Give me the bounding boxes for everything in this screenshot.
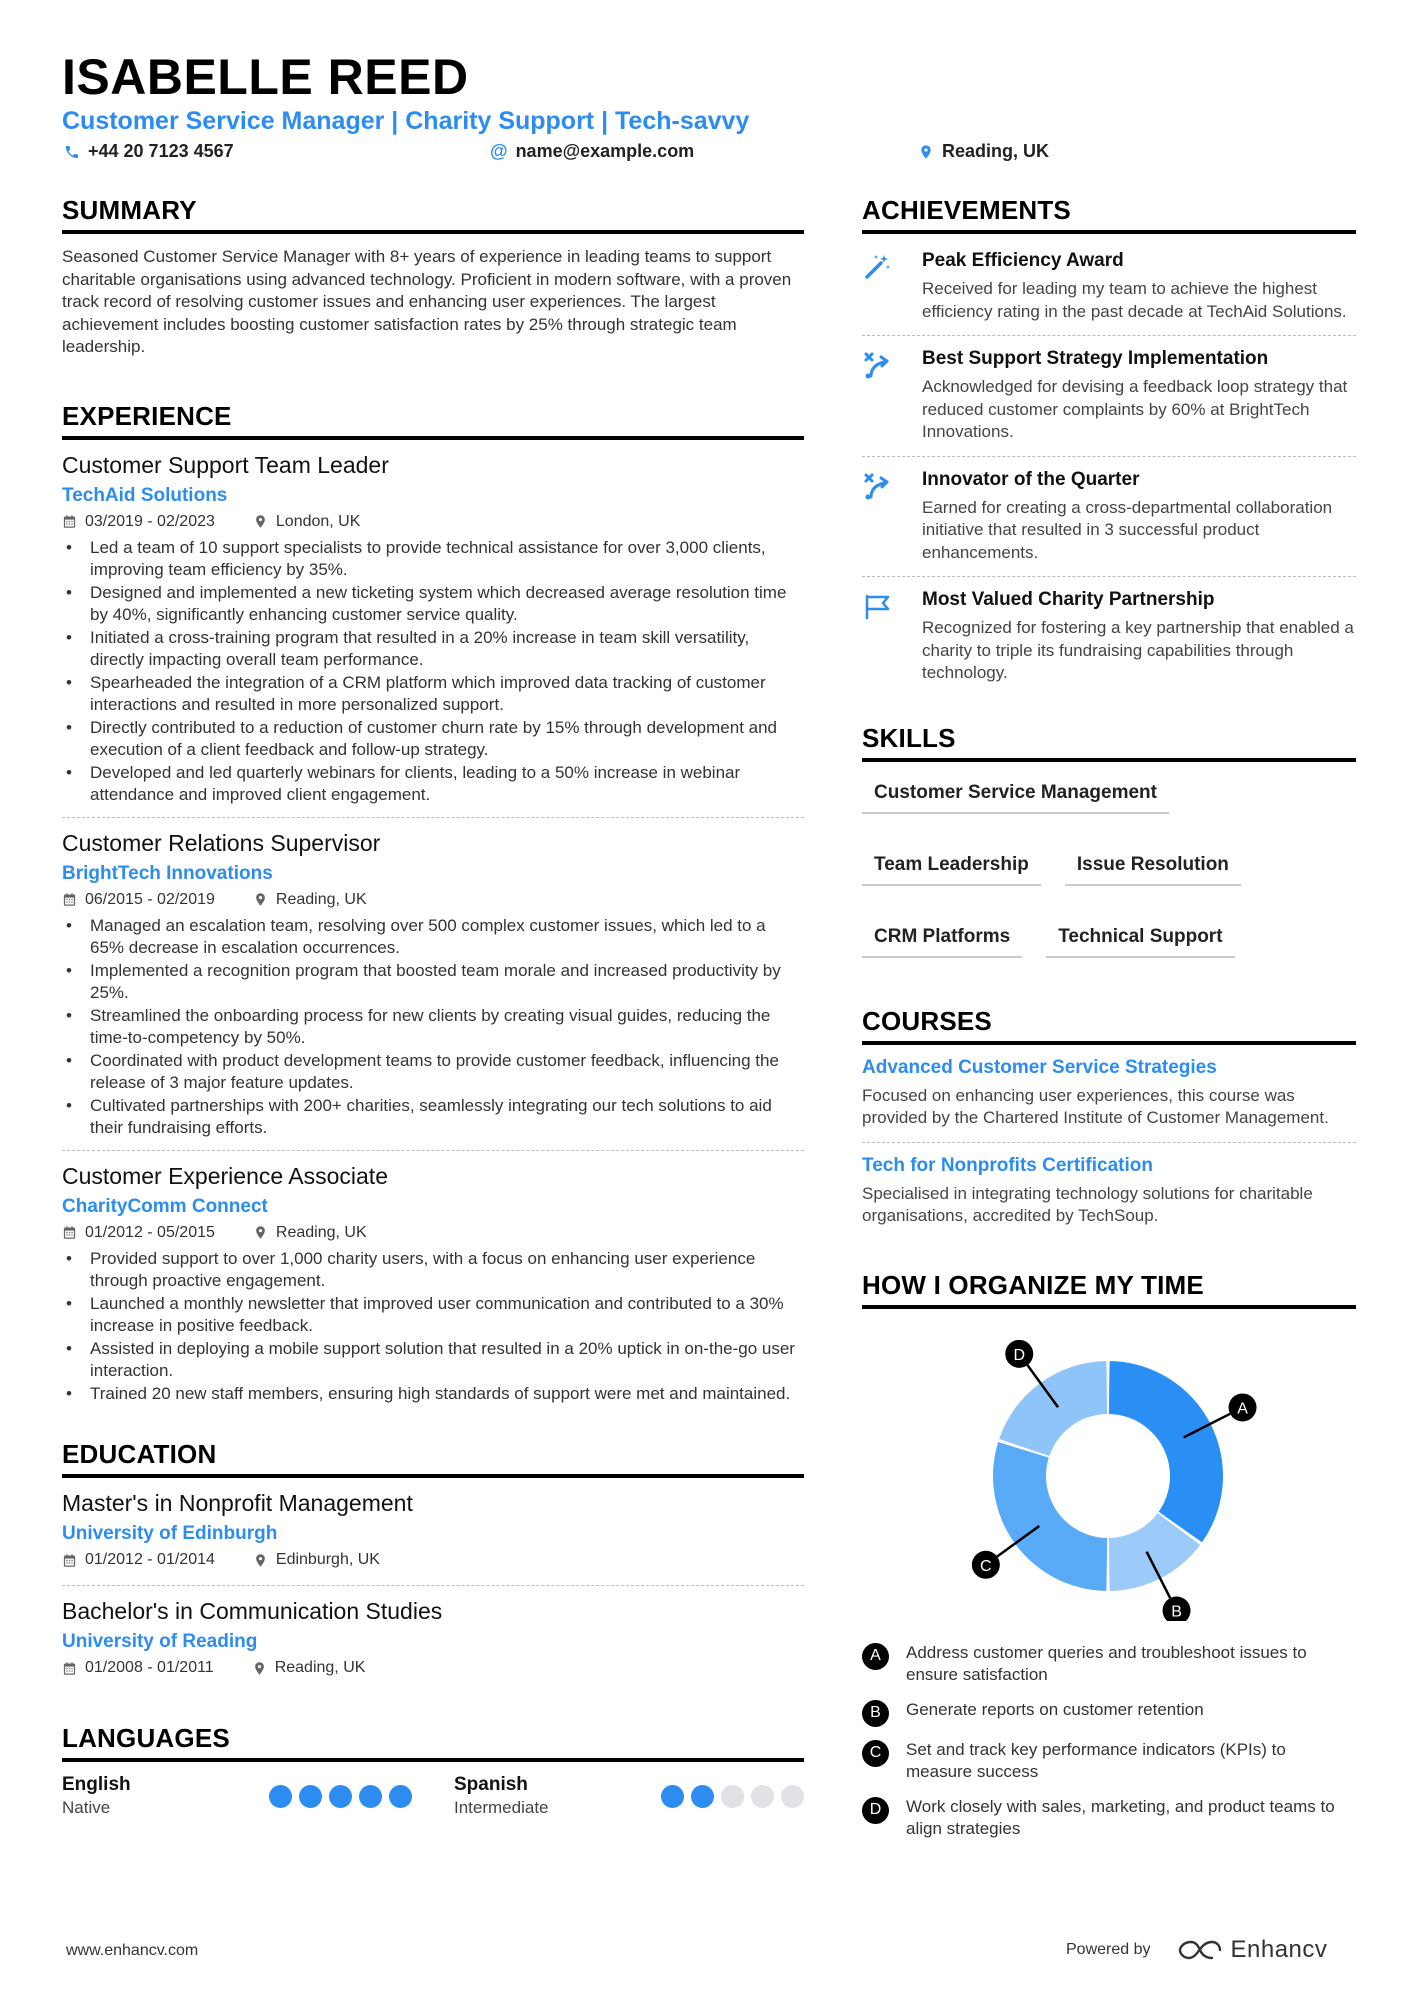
legend-text: Address customer queries and troubleshoot issues to ensure satisfaction xyxy=(906,1642,1307,1684)
achievement-item xyxy=(862,238,1356,336)
entry-dates: 03/2019 - 02/2023 xyxy=(85,512,215,530)
job-role: Customer Experience Associate xyxy=(62,1162,388,1189)
job-role: Customer Support Team Leader xyxy=(62,451,389,478)
job-bullet: • Implemented a recognition program that boosted team morale and increased productivity by 25%. xyxy=(62,960,804,1005)
achievement-title: Most Valued Charity Partnership xyxy=(922,589,1215,610)
achievement-body xyxy=(922,250,1356,323)
rating-dot xyxy=(781,1785,804,1808)
language-item xyxy=(62,1774,412,1818)
degree: Bachelor's in Communication Studies xyxy=(62,1598,443,1624)
experience-entry xyxy=(62,1163,804,1416)
summary-heading: SUMMARY xyxy=(62,195,804,234)
donut-label-text: C xyxy=(980,1557,992,1575)
footer-branding xyxy=(1066,1936,1327,1964)
entry-location: Edinburgh, UK xyxy=(275,1551,380,1568)
legend-badge: C xyxy=(862,1740,889,1767)
legend-text: Work closely with sales, marketing, and product teams to align strategies xyxy=(906,1796,1335,1838)
location-pin-icon xyxy=(253,1225,268,1240)
achievement-item xyxy=(862,577,1356,697)
donut-label-text: D xyxy=(1013,1346,1026,1364)
location-pin-icon xyxy=(918,144,934,160)
job-company[interactable]: CharityComm Connect xyxy=(62,1195,268,1217)
language-rating xyxy=(269,1785,412,1808)
job-bullet: • Initiated a cross-training program that resulted in a 20% increase in team skill versatility, directly impacting overall team performance. xyxy=(62,627,804,672)
calendar-icon xyxy=(62,1661,77,1676)
course-title[interactable]: Tech for Nonprofits Certification xyxy=(862,1154,1153,1176)
legend-badge: B xyxy=(862,1700,889,1727)
course-item xyxy=(862,1155,1356,1240)
achievement-desc: Recognized for fostering a key partnership that enabled a charity to triple its fundraising capabilities through technology. xyxy=(922,618,1354,682)
donut-label-text: A xyxy=(1237,1399,1248,1417)
achievement-body xyxy=(922,589,1356,685)
job-company[interactable]: BrightTech Innovations xyxy=(62,862,273,884)
entry-location: London, UK xyxy=(275,512,361,530)
calendar-icon xyxy=(62,892,77,907)
experience-entry xyxy=(62,830,804,1151)
rating-dot xyxy=(359,1785,382,1808)
time-donut-chart xyxy=(862,1321,1356,1621)
education-entry xyxy=(62,1490,804,1586)
job-bullet: • Cultivated partnerships with 200+ charities, seamlessly integrating our tech solutions to aid their fundraising efforts. xyxy=(62,1095,804,1140)
language-rating xyxy=(661,1785,804,1808)
entry-dates: 01/2012 - 01/2014 xyxy=(85,1551,215,1568)
flag-icon xyxy=(862,589,922,685)
enhancv-logo[interactable] xyxy=(1177,1936,1328,1964)
candidate-name: ISABELLE REED xyxy=(62,49,469,105)
summary-text: Seasoned Customer Service Manager with 8+ years of experience in leading teams to support charitable organisations using advanced technology. Proficient in modern software, with a proven track record of resolving customer issues and enhancing user experiences. The largest achievement includes boosting customer satisfaction rates by 25% through strategic team leadership. xyxy=(62,247,792,356)
donut-slice-a xyxy=(1109,1361,1223,1542)
phone-icon xyxy=(64,144,80,160)
legend-item xyxy=(862,1699,1356,1727)
languages-heading: LANGUAGES xyxy=(62,1723,804,1762)
school[interactable]: University of Reading xyxy=(62,1631,258,1652)
rating-dot xyxy=(721,1785,744,1808)
donut-slice-c xyxy=(993,1441,1107,1590)
rating-dot xyxy=(329,1785,352,1808)
achievement-desc: Earned for creating a cross-departmental collaboration initiative that resulted in 3 successful product enhancements. xyxy=(922,497,1333,562)
skills-list xyxy=(862,782,1356,958)
achievement-desc: Received for leading my team to achieve the highest efficiency rating in the past decade at TechAid Solutions. xyxy=(922,279,1347,321)
entry-meta xyxy=(62,1659,804,1677)
course-desc: Focused on enhancing user experiences, this course was provided by the Chartered Institute of Customer Management. xyxy=(862,1085,1329,1127)
calendar-icon xyxy=(62,1553,77,1568)
legend-text: Generate reports on customer retention xyxy=(906,1699,1204,1719)
enhancv-logo-icon xyxy=(1177,1938,1223,1962)
entry-location: Reading, UK xyxy=(274,1659,366,1676)
powered-by-text: Powered by xyxy=(1066,1941,1151,1958)
job-role: Customer Relations Supervisor xyxy=(62,829,381,856)
left-column xyxy=(62,195,804,1818)
language-item xyxy=(454,1774,804,1818)
location-pin-icon xyxy=(253,1553,268,1568)
rating-dot xyxy=(269,1785,292,1808)
education-heading: EDUCATION xyxy=(62,1439,804,1478)
entry-dates: 01/2012 - 05/2015 xyxy=(85,1223,215,1241)
skill-tag: Customer Service Management xyxy=(862,782,1169,814)
job-bullet: • Directly contributed to a reduction of customer churn rate by 15% through development and execution of a client feedback and follow-up strategy. xyxy=(62,717,804,762)
entry-dates: 01/2008 - 01/2011 xyxy=(85,1659,214,1676)
achievement-item xyxy=(862,336,1356,457)
language-info xyxy=(454,1774,549,1818)
legend-item xyxy=(862,1796,1356,1841)
experience-list xyxy=(62,452,804,1416)
rating-dot xyxy=(751,1785,774,1808)
achievement-desc: Acknowledged for devising a feedback loop strategy that reduced customer complaints by 60% at BrightTech Innovations. xyxy=(922,377,1348,441)
school[interactable]: University of Edinburgh xyxy=(62,1523,278,1544)
achievement-body xyxy=(922,469,1356,565)
job-bullet: • Provided support to over 1,000 charity users, with a focus on enhancing user experience through proactive engagement. xyxy=(62,1248,804,1293)
skill-tag: Issue Resolution xyxy=(1065,854,1241,886)
location-pin-icon xyxy=(252,1661,267,1676)
experience-heading: EXPERIENCE xyxy=(62,401,804,440)
achievement-title: Peak Efficiency Award xyxy=(922,250,1124,271)
entry-meta xyxy=(62,1551,804,1569)
entry-location: Reading, UK xyxy=(275,1223,367,1241)
strategy-icon xyxy=(862,469,922,565)
rating-dot xyxy=(389,1785,412,1808)
brand-name: Enhancv xyxy=(1230,1936,1328,1963)
language-level: Native xyxy=(62,1798,111,1817)
achievements-heading: ACHIEVEMENTS xyxy=(862,195,1356,234)
job-bullets xyxy=(62,537,804,807)
right-column xyxy=(862,195,1356,1853)
legend-text: Set and track key performance indicators (KPIs) to measure success xyxy=(906,1739,1286,1781)
footer-website[interactable]: www.enhancv.com xyxy=(66,1942,199,1959)
location-text: Reading, UK xyxy=(942,141,1050,161)
course-title[interactable]: Advanced Customer Service Strategies xyxy=(862,1056,1217,1078)
job-bullet: • Designed and implemented a new ticketing system which decreased average resolution time by 40%, significantly enhancing customer service quality. xyxy=(62,582,804,627)
job-bullet: • Spearheaded the integration of a CRM platform which improved data tracking of customer interactions and resulted in more personalized support. xyxy=(62,672,804,717)
achievement-title: Innovator of the Quarter xyxy=(922,468,1140,490)
courses-list xyxy=(862,1057,1356,1240)
achievement-body xyxy=(922,348,1356,444)
achievements-list xyxy=(862,238,1356,697)
entry-dates: 06/2015 - 02/2019 xyxy=(85,890,215,908)
entry-meta xyxy=(62,891,804,909)
education-list xyxy=(62,1490,804,1693)
job-bullet: • Streamlined the onboarding process for new clients by creating visual guides, reducing the time-to-competency by 50%. xyxy=(62,1005,804,1050)
skills-heading: SKILLS xyxy=(862,723,1356,762)
experience-entry xyxy=(62,452,804,818)
legend-badge: D xyxy=(862,1797,889,1824)
contact-email xyxy=(490,141,694,162)
skill-tag: Technical Support xyxy=(1046,926,1234,958)
languages-list xyxy=(62,1774,804,1818)
language-info xyxy=(62,1774,131,1818)
job-bullet: • Coordinated with product development teams to provide customer feedback, influencing the release of 3 major feature updates. xyxy=(62,1050,804,1095)
job-bullet: • Led a team of 10 support specialists to provide technical assistance for over 3,000 clients, improving team efficiency by 35%. xyxy=(62,537,804,582)
language-name: Spanish xyxy=(454,1774,528,1795)
rating-dot xyxy=(691,1785,714,1808)
legend-badge: A xyxy=(862,1643,889,1670)
job-bullets xyxy=(62,1248,804,1406)
donut-slice-d xyxy=(999,1361,1107,1456)
contact-phone xyxy=(64,141,234,162)
legend-item xyxy=(862,1642,1356,1687)
achievement-item xyxy=(862,457,1356,578)
rating-dot xyxy=(661,1785,684,1808)
course-item xyxy=(862,1057,1356,1143)
rating-dot xyxy=(299,1785,322,1808)
email-text: name@example.com xyxy=(515,141,695,161)
location-pin-icon xyxy=(253,514,268,529)
job-bullet: • Launched a monthly newsletter that improved user communication and contributed to a 30% increase in positive feedback. xyxy=(62,1293,804,1338)
achievement-title: Best Support Strategy Implementation xyxy=(922,348,1269,369)
job-bullet: • Trained 20 new staff members, ensuring high standards of support were met and maintained. xyxy=(62,1383,804,1406)
strategy-icon xyxy=(862,348,922,444)
donut-label-text: B xyxy=(1171,1603,1182,1621)
job-company[interactable]: TechAid Solutions xyxy=(62,484,228,506)
magic-wand-icon xyxy=(862,250,922,323)
job-bullet: • Developed and led quarterly webinars for clients, leading to a 50% increase in webinar attendance and improved client engagement. xyxy=(62,762,804,807)
time-legend xyxy=(862,1642,1356,1841)
entry-meta xyxy=(62,513,804,531)
education-entry xyxy=(62,1598,804,1693)
candidate-title: Customer Service Manager | Charity Support | Tech-savvy xyxy=(62,107,750,135)
language-name: English xyxy=(62,1774,131,1795)
job-bullet: • Managed an escalation team, resolving over 500 complex customer issues, which led to a 65% decrease in escalation occurrences. xyxy=(62,915,804,960)
at-icon: @ xyxy=(490,141,508,161)
job-bullets xyxy=(62,915,804,1140)
skill-tag: Team Leadership xyxy=(862,854,1041,886)
time-heading: HOW I ORGANIZE MY TIME xyxy=(862,1270,1356,1309)
course-desc: Specialised in integrating technology solutions for charitable organisations, accredited by TechSoup. xyxy=(862,1183,1313,1225)
skill-tag: CRM Platforms xyxy=(862,926,1022,958)
entry-location: Reading, UK xyxy=(275,890,367,908)
calendar-icon xyxy=(62,1225,77,1240)
job-bullet: • Assisted in deploying a mobile support solution that resulted in a 20% uptick in on-the-go user interaction. xyxy=(62,1338,804,1383)
contact-location xyxy=(918,141,1049,162)
degree: Master's in Nonprofit Management xyxy=(62,1490,413,1516)
phone-text: +44 20 7123 4567 xyxy=(88,141,234,161)
language-level: Intermediate xyxy=(454,1798,549,1817)
courses-heading: COURSES xyxy=(862,1006,1356,1045)
location-pin-icon xyxy=(253,892,268,907)
calendar-icon xyxy=(62,514,77,529)
legend-item xyxy=(862,1739,1356,1784)
entry-meta xyxy=(62,1224,804,1242)
